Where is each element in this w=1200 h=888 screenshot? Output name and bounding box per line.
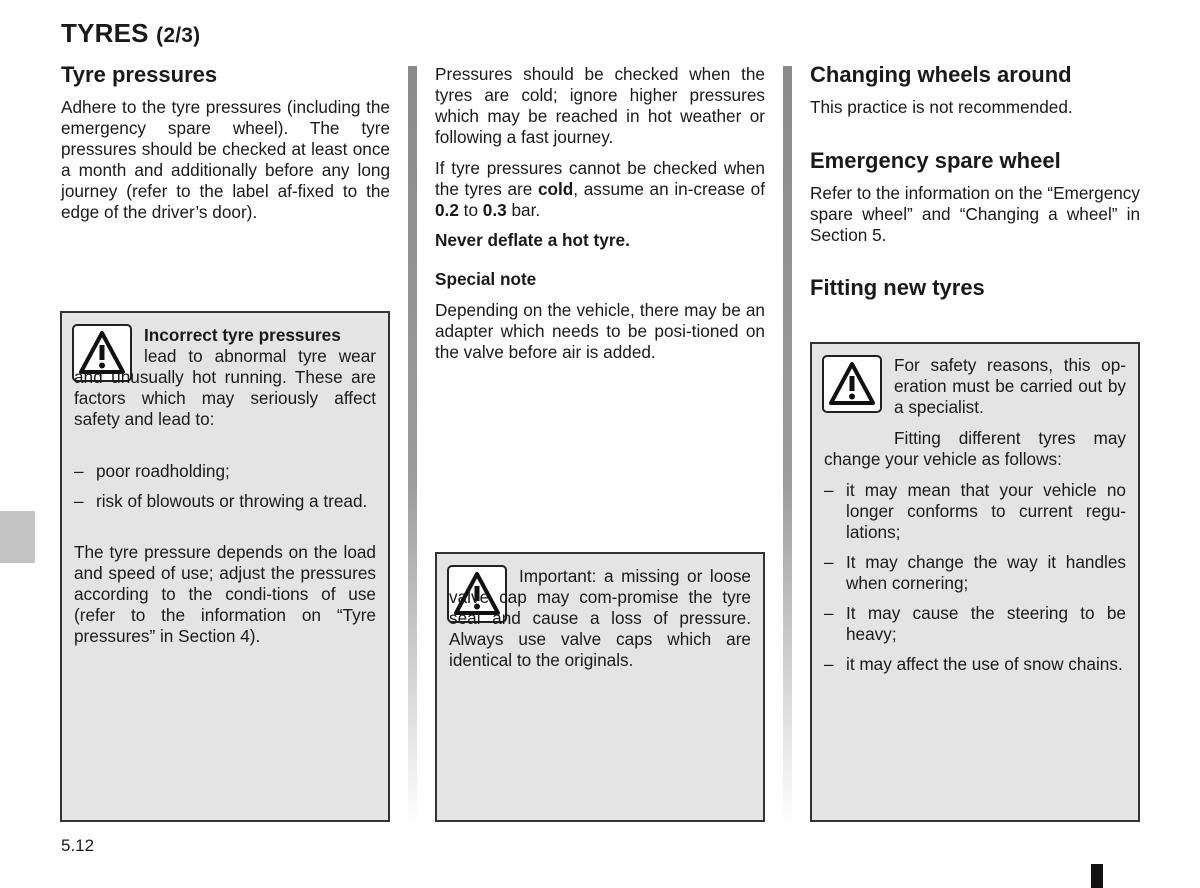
warning-intro: For safety reasons, this op-eration must be carried out by a specialist.	[894, 355, 1126, 417]
page-title: TYRES (2/3)	[61, 18, 201, 48]
column-divider	[783, 66, 792, 826]
warning-intro: lead to abnormal tyre wear and unusually hot running. These are factors which may seriously affect safety and lead to:	[74, 346, 376, 429]
special-note-heading: Special note	[435, 269, 537, 289]
page-title-part: (2/3)	[156, 24, 201, 47]
warning-triangle-icon	[822, 355, 882, 413]
hot-tyre-warning-text: Never deflate a hot tyre.	[435, 230, 630, 250]
list-item: – risk of blowouts or throwing a tread.	[74, 491, 368, 511]
page-edge-marker	[1091, 864, 1103, 888]
warning-footer: The tyre pressure depends on the load and speed of use; adjust the pressures according to the condi-tions of use (refer to the information on “Tyre pressures” in Section 4).	[74, 542, 376, 646]
list-item: – It may change the way it handles when cornering;	[824, 552, 1126, 593]
warning-text: Important: a missing or loose valve cap may com-promise the tyre seal and cause a loss of pressure. Always use valve caps which are identical to the originals.	[449, 566, 751, 670]
heading-tyre-pressures: Tyre pressures	[61, 62, 218, 87]
section-tab	[0, 511, 35, 563]
heading-changing-wheels: Changing wheels around	[810, 62, 1072, 87]
column-divider	[408, 66, 417, 826]
warning-box-new-tyres	[810, 342, 1140, 822]
page-number: 5.12	[61, 836, 95, 855]
warning-box-pressures	[60, 311, 390, 822]
pressure-check-text: Pressures should be checked when the tyres are cold; ignore higher pressures which may be reached in hot weather or following a fast journey.	[435, 64, 765, 147]
warning-list	[824, 480, 1126, 675]
emergency-spare-text: Refer to the information on the “Emergency spare wheel” and “Changing a wheel” in Section 5.	[810, 183, 1140, 245]
heading-fitting-tyres: Fitting new tyres	[810, 275, 985, 300]
list-item: – it may affect the use of snow chains.	[824, 654, 1123, 674]
pressure-increase-text: If tyre pressures cannot be checked when the tyres are cold, assume an in-crease of 0.2 to 0.3 bar.	[435, 158, 765, 220]
changing-wheels-text: This practice is not recommended.	[810, 97, 1073, 117]
special-note-text: Depending on the vehicle, there may be an adapter which needs to be posi-tioned on the valve before air is added.	[435, 300, 765, 362]
heading-emergency-spare: Emergency spare wheel	[810, 148, 1061, 173]
list-item: – it may mean that your vehicle no longer conforms to current regu-lations;	[824, 480, 1126, 542]
warning-lead: Fitting different tyres may change your vehicle as follows:	[824, 428, 1126, 469]
list-item: – It may cause the steering to be heavy;	[824, 603, 1126, 644]
warning-box-valve-cap	[435, 552, 765, 822]
warning-lead: Incorrect tyre pressures	[144, 325, 341, 345]
list-item: – poor roadholding;	[74, 461, 230, 481]
tyre-pressures-text: Adhere to the tyre pressures (including the emergency spare wheel). The tyre pressures should be checked at least once a month and additionally before any long journey (refer to the label af-fixed to the edge of the driver’s door).	[61, 97, 390, 222]
warning-list	[74, 461, 376, 512]
